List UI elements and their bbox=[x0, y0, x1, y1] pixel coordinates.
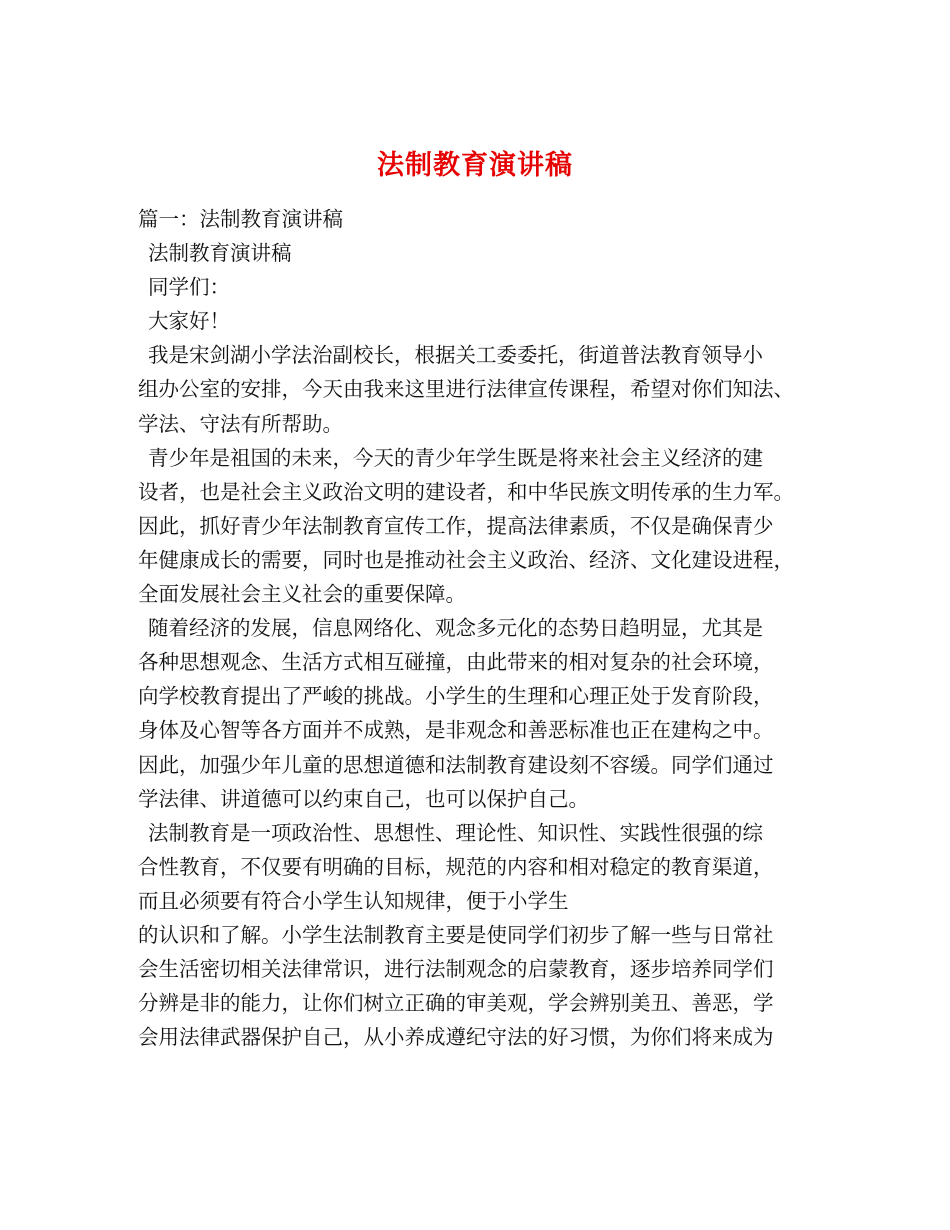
text-line: 学法、守法有所帮助。 bbox=[138, 411, 343, 436]
page-title: 法制教育演讲稿 bbox=[377, 150, 573, 182]
document-body bbox=[138, 202, 828, 1054]
text-line: 法制教育是一项政治性、思想性、理论性、知识性、实践性很强的综 bbox=[148, 820, 763, 845]
text-line: 法制教育演讲稿 bbox=[148, 241, 292, 266]
text-line: 设者，也是社会主义政治文明的建设者，和中华民族文明传承的生力军。 bbox=[138, 479, 794, 504]
text-line: 学法律、讲道德可以约束自己，也可以保护自己。 bbox=[138, 786, 589, 811]
text-line: 随着经济的发展，信息网络化、观念多元化的态势日趋明显，尤其是 bbox=[148, 616, 763, 641]
text-line: 向学校教育提出了严峻的挑战。小学生的生理和心理正处于发育阶段， bbox=[138, 684, 774, 709]
text-line: 会生活密切相关法律常识，进行法制观念的启蒙教育，逐步培养同学们 bbox=[138, 957, 774, 982]
text-line: 年健康成长的需要，同时也是推动社会主义政治、经济、文化建设进程， bbox=[138, 547, 794, 572]
text-line: 篇一：法制教育演讲稿 bbox=[138, 207, 343, 231]
text-line: 组办公室的安排，今天由我来这里进行法律宣传课程，希望对你们知法、 bbox=[138, 377, 794, 402]
text-line: 的认识和了解。小学生法制教育主要是使同学们初步了解一些与日常社 bbox=[138, 922, 774, 947]
text-line: 分辨是非的能力，让你们树立正确的审美观，学会辨别美丑、善恶，学 bbox=[138, 991, 774, 1016]
text-line: 合性教育，不仅要有明确的目标，规范的内容和相对稳定的教育渠道， bbox=[138, 854, 774, 879]
text-line: 全面发展社会主义社会的重要保障。 bbox=[138, 582, 466, 607]
text-line: 而且必须要有符合小学生认知规律，便于小学生 bbox=[138, 888, 569, 913]
text-line: 会用法律武器保护自己，从小养成遵纪守法的好习惯，为你们将来成为 bbox=[138, 1025, 774, 1050]
text-line: 同学们： bbox=[148, 275, 230, 300]
text-line: 因此，抓好青少年法制教育宣传工作，提高法律素质，不仅是确保青少 bbox=[138, 513, 774, 538]
text-line: 因此，加强少年儿童的思想道德和法制教育建设刻不容缓。同学们通过 bbox=[138, 752, 774, 777]
text-line: 各种思想观念、生活方式相互碰撞，由此带来的相对复杂的社会环境， bbox=[138, 650, 774, 675]
text-line: 青少年是祖国的未来，今天的青少年学生既是将来社会主义经济的建 bbox=[148, 445, 763, 470]
text-line: 我是宋剑湖小学法治副校长，根据关工委委托，街道普法教育领导小 bbox=[148, 343, 763, 368]
text-line: 身体及心智等各方面并不成熟，是非观念和善恶标准也正在建构之中。 bbox=[138, 718, 774, 743]
text-line: 大家好！ bbox=[148, 309, 230, 334]
